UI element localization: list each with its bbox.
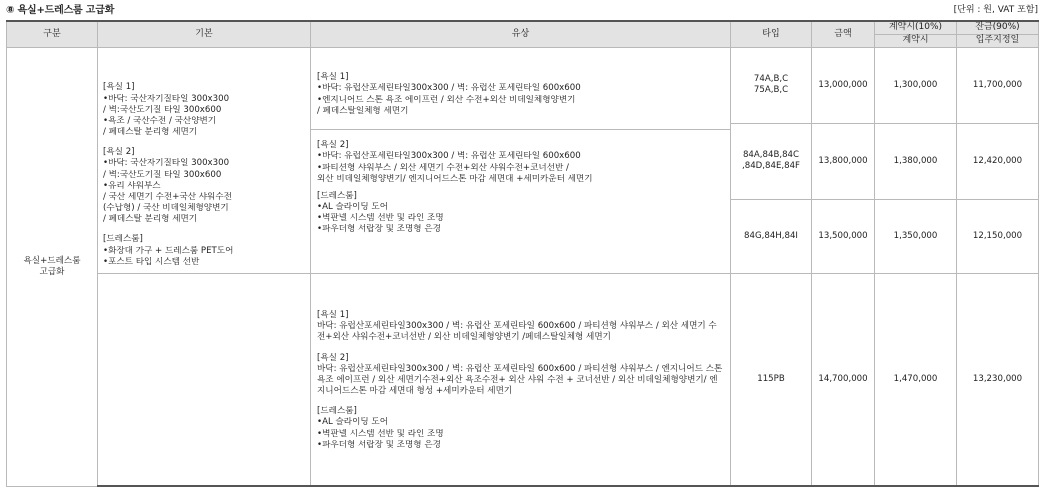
type-cell: 84A,84B,84C ,84D,84E,84F	[731, 123, 812, 199]
contract-cell: 1,350,000	[875, 199, 957, 273]
amount-cell: 13,800,000	[812, 123, 875, 199]
col-basic: 기본	[98, 21, 311, 47]
contract-cell: 1,300,000	[875, 47, 957, 123]
category-cell: 욕실+드레스룸 고급화	[7, 47, 98, 486]
col-contract-bottom: 계약시	[875, 34, 957, 47]
basic-spec-empty	[98, 273, 311, 486]
table-row	[7, 47, 1039, 123]
col-paid: 유상	[311, 21, 731, 47]
col-balance-top: 잔금(90%)	[957, 21, 1039, 34]
table-row	[7, 273, 1039, 486]
section-title: ⑧ 욕실+드레스룸 고급화	[6, 5, 115, 16]
basic-spec-cell: [욕실 1] •바닥: 국산자기질타일 300x300 / 벽:국산도기질 타일 300x600 •욕조 / 국산수전 / 국산양변기 / 페데스탈 분리형 세면기 [욕실 2] •바닥: 국산자기질타일 300x300 / 벽:국산도기질 타일 300x600 •유리 샤워부스 / 국산 세면기 수전+국산 샤워수전 (수납형) / 국산 비데일체형양변기 / 페데스탈 분리형 세면기 [드레스룸] •화장대 가구 + 드레스룸 PET도어 •포스트 타입 시스템 선반	[98, 47, 311, 273]
type-cell: 84G,84H,84I	[731, 199, 812, 273]
paid-spec-cell-a: [욕실 1] •바닥: 유럽산포세린타일300x300 / 벽: 유럽산 포세린타일 600x600 •엔지니어드 스톤 욕조 에이프런 / 외산 수전+외산 비데일체형양변기 / 페데스탈일체형 세면기 [욕실 2] •바닥: 유럽산포세린타일300x300 / 벽: 유럽산 포세린타일 600x600 •파티션형 샤워부스 / 외산 세면기 수전+외산 샤워수전+코너선반 / 외산 비데일체형양변기/ 엔지니어드스톤 마감 세면대 +세미카운터 세면기 [드레스룸] •AL 슬라이딩 도어 •벽판넬 시스템 선반 및 라인 조명 •파우더형 서랍장 및 조명형 은경	[311, 47, 731, 273]
amount-cell: 13,000,000	[812, 47, 875, 123]
option-price-table	[6, 20, 1039, 487]
col-type: 타입	[731, 21, 812, 47]
col-amount: 금액	[812, 21, 875, 47]
contract-cell: 1,470,000	[875, 273, 957, 486]
paid-spec-cell-b: [욕실 1] 바닥: 유럽산포세린타일300x300 / 벽: 유럽산 포세린타일 600x600 / 파티션형 샤워부스 / 외산 세면기 수전+외산 샤워수전+코너선반 / 외산 비데일체형양변기 /페데스탈일체형 세면기 [욕실 2] 바닥: 유럽산포세린타일300x300 / 벽: 유럽산 포세린타일 600x600 / 파티션형 샤워부스 / 엔지니어드 스톤 욕조 에이프런 / 외산 세면기수전+외산 욕조수전+ 외산 샤워 수전 + 코너선반 / 외산 비데일체형양변기/ 엔지니어드스톤 마감 세면대 형성 +세미카운터 세면기 [드레스룸] •AL 슬라이딩 도어 •벽판넬 시스템 선반 및 라인 조명 •파우더형 서랍장 및 조명형 은경	[311, 273, 731, 486]
balance-cell: 12,420,000	[957, 123, 1039, 199]
balance-cell: 11,700,000	[957, 47, 1039, 123]
amount-cell: 14,700,000	[812, 273, 875, 486]
col-balance-bottom: 입주지정일	[957, 34, 1039, 47]
balance-cell: 12,150,000	[957, 199, 1039, 273]
col-category: 구분	[7, 21, 98, 47]
type-cell: 74A,B,C 75A,B,C	[731, 47, 812, 123]
type-cell: 115PB	[731, 273, 812, 486]
col-contract-top: 계약시(10%)	[875, 21, 957, 34]
balance-cell: 13,230,000	[957, 273, 1039, 486]
unit-note: [단위 : 원, VAT 포함]	[953, 5, 1038, 15]
amount-cell: 13,500,000	[812, 199, 875, 273]
contract-cell: 1,380,000	[875, 123, 957, 199]
